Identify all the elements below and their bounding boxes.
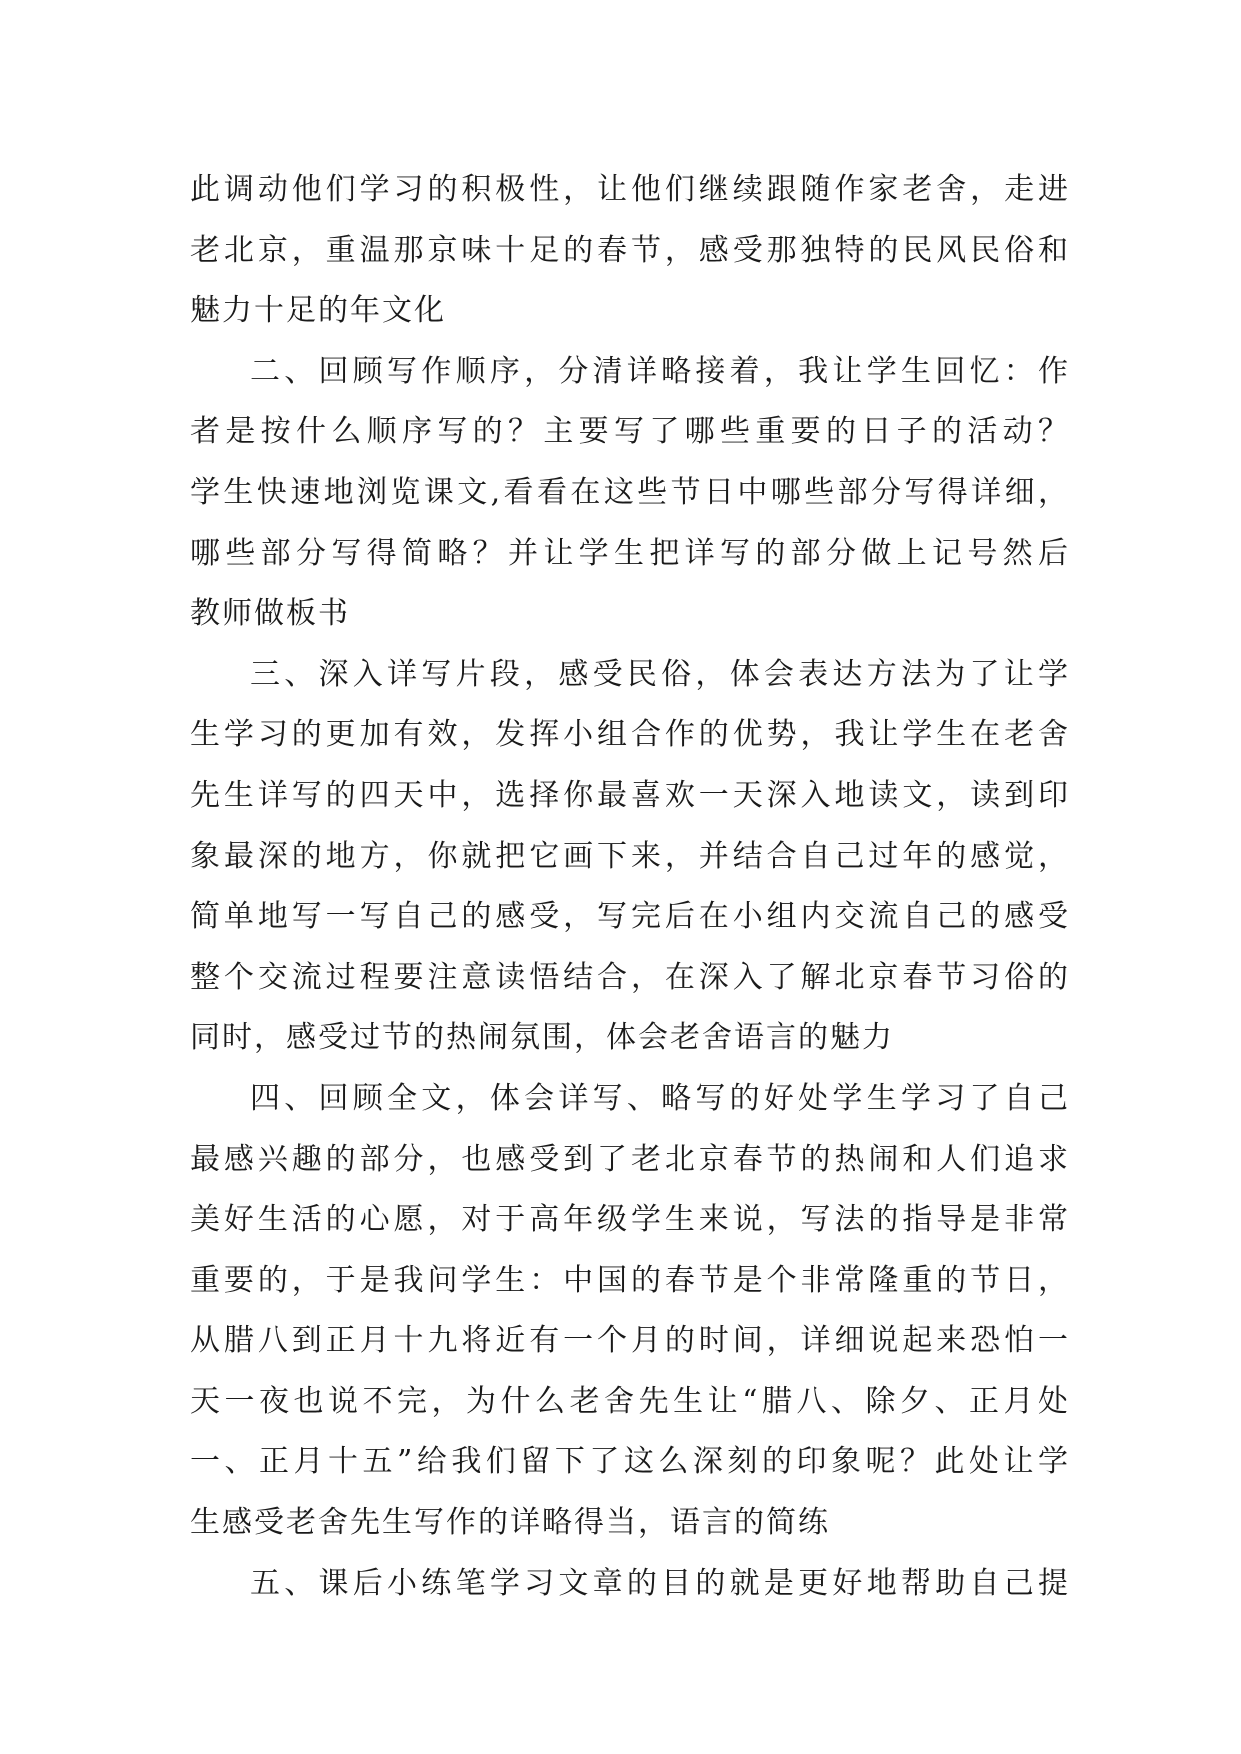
text-line: 简单地写一写自己的感受，写完后在小组内交流自己的感受 <box>190 899 1070 935</box>
text-line: 此调动他们学习的积极性，让他们继续跟随作家老舍，走进 <box>190 172 1070 207</box>
text-line: 先生详写的四天中，选择你最喜欢一天深入地读文，读到印 <box>190 777 1070 813</box>
text-line: 魅力十足的年文化 <box>190 293 446 329</box>
body-text <box>190 160 1070 1614</box>
text-line: 整个交流过程要注意读悟结合，在深入了解北京春节习俗的 <box>190 959 1070 995</box>
text-line: 美好生活的心愿，对于高年级学生来说，写法的指导是非常 <box>190 1202 1070 1238</box>
text-line: 教师做板书 <box>190 596 350 632</box>
text-line: 学生快速地浏览课文,看看在这些节日中哪些部分写得详细， <box>190 474 1070 510</box>
text-line: 同时，感受过节的热闹氛围，体会老舍语言的魅力 <box>190 1020 894 1056</box>
text-line: 生感受老舍先生写作的详略得当，语言的简练 <box>190 1505 830 1541</box>
text-line: 天一夜也说不完，为什么老舍先生让“腊八、除夕、正月处 <box>190 1383 1070 1419</box>
text-line: 一、正月十五”给我们留下了这么深刻的印象呢？此处让学 <box>190 1444 1070 1480</box>
text-line: 五、课后小练笔学习文章的目的就是更好地帮助自己提 <box>250 1565 1070 1601</box>
text-line: 四、回顾全文，体会详写、略写的好处学生学习了自己 <box>250 1080 1070 1116</box>
text-line: 象最深的地方，你就把它画下来，并结合自己过年的感觉， <box>190 838 1070 874</box>
text-line: 老北京，重温那京味十足的春节，感受那独特的民风民俗和 <box>190 232 1070 268</box>
text-line: 哪些部分写得简略？并让学生把详写的部分做上记号然后 <box>190 535 1070 571</box>
text-line: 最感兴趣的部分，也感受到了老北京春节的热闹和人们追求 <box>190 1141 1070 1177</box>
text-line: 从腊八到正月十九将近有一个月的时间，详细说起来恐怕一 <box>190 1323 1070 1359</box>
text-line: 生学习的更加有效，发挥小组合作的优势，我让学生在老舍 <box>190 717 1070 753</box>
text-line: 三、深入详写片段，感受民俗，体会表达方法为了让学 <box>250 656 1070 692</box>
text-line: 二、回顾写作顺序，分清详略接着，我让学生回忆：作 <box>250 353 1070 389</box>
text-line: 者是按什么顺序写的？主要写了哪些重要的日子的活动？ <box>190 414 1070 450</box>
text-line: 重要的，于是我问学生：中国的春节是个非常隆重的节日， <box>190 1262 1070 1298</box>
